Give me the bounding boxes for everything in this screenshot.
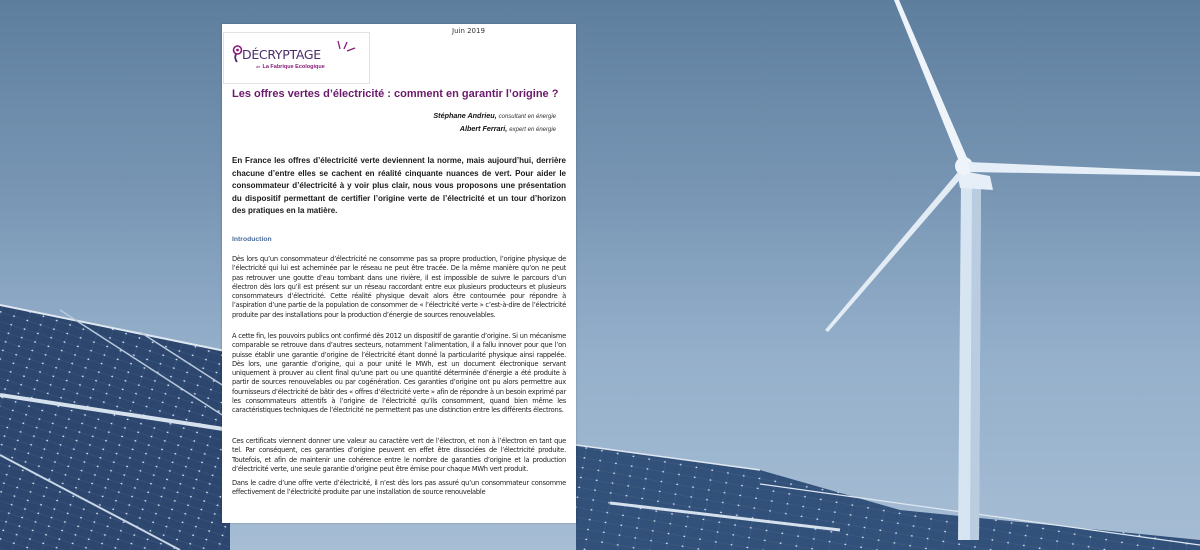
authors-block: [433, 110, 556, 136]
abstract-paragraph: En France les offres d’électricité verte deviennent la norme, mais aujourd’hui, derrière chacune d’entre elles se cachent en réalité cinquante nuances de vert. Pour aider le consommateur d’électricité à y voir plus clair, nous vous proposons une présentation du dispositif permettant de certifier l’origine verte de l’électricité et un tour d’horizon des pratiques en la matière.: [232, 156, 566, 216]
body-paragraph: Ces certificats viennent donner une valeur au caractère vert de l’électron, et non à l’électron en tant que tel. Par conséquent, ces garanties d’origine peuvent en effet être dissociées de l’électricité produite. Toutefois, et afin de maintenir une cohérence entre le nombre de garanties d’origine et la production d’électricité verte, une seule garantie d’origine peut être émise pour chaque MWh vert produit.: [232, 437, 566, 473]
author-role: consultant en énergie: [498, 114, 556, 120]
logo-wordmark: DÉCRYPTAGE: [242, 47, 321, 62]
decryptage-logo: [223, 32, 370, 84]
body-paragraph: A cette fin, les pouvoirs publics ont confirmé dès 2012 un dispositif de garantie d’origine. Si un mécanisme comparable se retrouve dans d’autres secteurs, notamment l’alimentation, il a fallu innover pour que l’on puisse établir une garantie d’origine de l’électricité étant donné la particularité physique ainsi rappelée. Dès lors, une garantie d’origine, qui a pour unité le MWh, est un document électronique servant uniquement à prouver au client final qu’une part ou une quantité déterminée d’énergie a été produite à partir de sources renouvelables ou par cogénération. Ces garanties d’origine ont pu alors permettre aux fournisseurs d’électricité de bâtir des « offres d’électricité verte » afin de répondre à un besoin exprimé par les consommateurs attentifs à l’origine de l’électricité qu’ils consomment, quand bien même les caractéristiques techniques de l’électricité ne permettent pas une distinction entre les différents électrons.: [232, 332, 566, 415]
document-page: [222, 24, 576, 523]
author-line: [433, 110, 556, 123]
author-name: Stéphane Andrieu,: [433, 111, 497, 120]
author-line: [433, 123, 556, 136]
body-paragraph: Dans le cadre d’une offre verte d’électricité, il n’est dès lors pas assuré qu’un consommateur consomme effectivement de l’électricité produite par une installation de source renouvelable: [232, 479, 566, 497]
body-paragraph: Dès lors qu’un consommateur d’électricité ne consomme pas sa propre production, l’origine physique de l’électricité qui lui est acheminée par le réseau ne peut être tracée. De la même manière qu’on ne peut pas retrouver une goutte d’eau tombant dans une rivière, il est impossible de suivre le parcours d’un électron dès lors qu’il est présent sur un réseau raccordant entre eux plusieurs producteurs et plusieurs consommateurs d’électricité. Cette réalité physique devait alors être contournée pour répondre à l’aspiration d’une partie de la population de consommer de « l’électricité verte » c’est-à-dire de l’électricité produite par des installations pour la production d’énergie de sources renouvelables.: [232, 255, 566, 319]
document-title: Les offres vertes d’électricité : comment en garantir l’origine ?: [232, 88, 559, 100]
document-date: Juin 2019: [452, 27, 485, 35]
logo-subtitle: de La Fabrique Ecologique: [256, 64, 325, 70]
section-heading-introduction: Introduction: [232, 236, 272, 243]
author-role: expert en énergie: [509, 127, 556, 133]
author-name: Albert Ferrari,: [459, 124, 508, 133]
rays-logo-icon: [336, 39, 356, 53]
